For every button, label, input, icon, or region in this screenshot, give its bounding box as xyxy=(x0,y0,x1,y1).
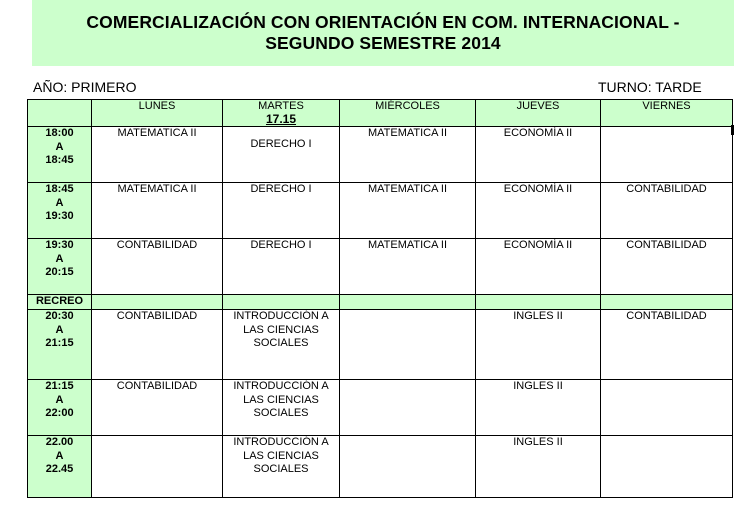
class-cell: CONTABILIDAD xyxy=(601,183,733,239)
class-cell: MATEMATICA II xyxy=(92,127,223,183)
class-cell: ECONOMÍA II xyxy=(476,239,601,295)
time-cell: 21:15 A 22:00 xyxy=(28,380,92,436)
class-cell: MATEMATICA II xyxy=(340,183,476,239)
recreo-cell xyxy=(476,295,601,310)
class-cell: INGLES II xyxy=(476,436,601,498)
class-cell: ECONOMÍA II xyxy=(476,127,601,183)
class-cell: DERECHO I xyxy=(223,239,340,295)
time-cell: 18:00 A 18:45 xyxy=(28,127,92,183)
class-cell: DERECHO I xyxy=(223,183,340,239)
day-header-lunes: LUNES xyxy=(92,100,223,127)
schedule-table xyxy=(27,99,733,498)
class-cell: CONTABILIDAD xyxy=(92,310,223,380)
class-cell: 17.15 DERECHO I xyxy=(223,127,340,183)
title-banner xyxy=(32,0,734,66)
table-row xyxy=(28,127,733,183)
time-cell: 19:30 A 20:15 xyxy=(28,239,92,295)
time-cell: 22.00 A 22.45 xyxy=(28,436,92,498)
class-cell: INTRODUCCIÓN A LAS CIENCIAS SOCIALES xyxy=(223,436,340,498)
table-row xyxy=(28,310,733,380)
class-cell: MATEMATICA II xyxy=(340,239,476,295)
class-cell: ECONOMÍA II xyxy=(476,183,601,239)
recreo-cell xyxy=(340,295,476,310)
class-cell: CONTABILIDAD xyxy=(92,239,223,295)
day-header-martes: MARTES xyxy=(223,100,340,127)
recreo-cell xyxy=(601,295,733,310)
recreo-cell xyxy=(223,295,340,310)
class-cell: CONTABILIDAD xyxy=(601,239,733,295)
table-row xyxy=(28,183,733,239)
class-cell: CONTABILIDAD xyxy=(92,380,223,436)
recreo-row xyxy=(28,295,733,310)
shift-label: TURNO: TARDE xyxy=(598,79,702,95)
class-cell xyxy=(340,310,476,380)
edge-mark xyxy=(731,125,734,135)
title-line-1: COMERCIALIZACIÓN CON ORIENTACIÓN EN COM. INTERNACIONAL - xyxy=(86,12,680,32)
class-cell xyxy=(601,380,733,436)
class-cell xyxy=(92,436,223,498)
recreo-label: RECREO xyxy=(28,295,92,310)
class-cell: MATEMATICA II xyxy=(340,127,476,183)
day-header-miercoles: MIÉRCOLES xyxy=(340,100,476,127)
martes-note: 17.15 xyxy=(265,112,297,126)
recreo-cell xyxy=(92,295,223,310)
year-label: AÑO: PRIMERO xyxy=(33,79,137,95)
title-line-2: SEGUNDO SEMESTRE 2014 xyxy=(265,33,501,53)
class-cell xyxy=(340,380,476,436)
corner-cell xyxy=(28,100,92,127)
table-row xyxy=(28,239,733,295)
table-row xyxy=(28,436,733,498)
class-cell xyxy=(340,436,476,498)
class-cell: INGLES II xyxy=(476,380,601,436)
day-header-jueves: JUEVES xyxy=(476,100,601,127)
table-row xyxy=(28,380,733,436)
class-cell: INTRODUCCIÓN A LAS CIENCIAS SOCIALES xyxy=(223,310,340,380)
header-row xyxy=(28,100,733,127)
class-cell: CONTABILIDAD xyxy=(601,310,733,380)
class-cell xyxy=(601,436,733,498)
class-cell xyxy=(601,127,733,183)
class-cell: INTRODUCCIÓN A LAS CIENCIAS SOCIALES xyxy=(223,380,340,436)
time-cell: 18:45 A 19:30 xyxy=(28,183,92,239)
time-cell: 20:30 A 21:15 xyxy=(28,310,92,380)
class-cell: INGLES II xyxy=(476,310,601,380)
day-header-viernes: VIERNES xyxy=(601,100,733,127)
class-cell: MATEMATICA II xyxy=(92,183,223,239)
